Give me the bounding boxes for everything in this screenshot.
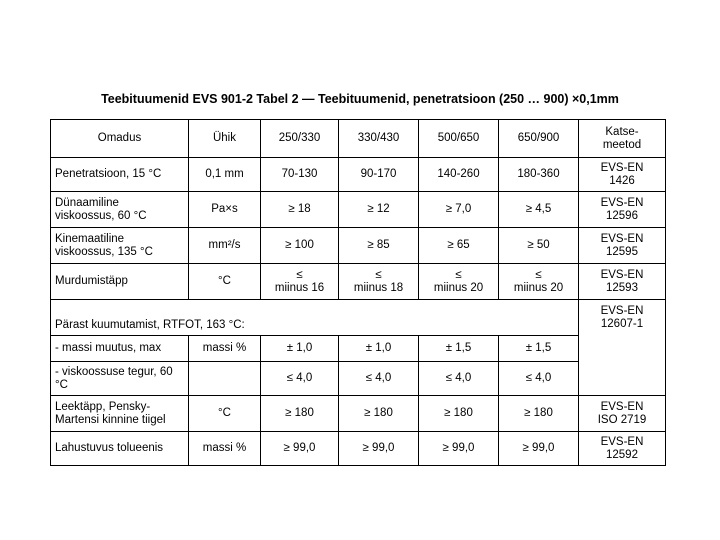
rtfot-section-row <box>51 300 666 336</box>
value-cell: ≥ 180 <box>339 396 419 432</box>
unit-cell: massi % <box>189 432 261 466</box>
header-row <box>51 120 666 158</box>
value-cell: ≥ 65 <box>419 228 499 264</box>
unit-cell: 0,1 mm <box>189 158 261 192</box>
unit-cell: mm²/s <box>189 228 261 264</box>
unit-cell: °C <box>189 396 261 432</box>
method-cell: EVS-EN 12593 <box>579 264 666 300</box>
property-label: Lahustuvus tolueenis <box>51 432 189 466</box>
value-cell: ≥ 99,0 <box>339 432 419 466</box>
property-label: Kinemaatiline viskoossus, 135 °C <box>51 228 189 264</box>
property-label: - viskoossuse tegur, 60 °C <box>51 362 189 396</box>
value-cell: ≥ 12 <box>339 192 419 228</box>
value-cell: 180-360 <box>499 158 579 192</box>
table-row <box>51 228 666 264</box>
property-label: - massi muutus, max <box>51 336 189 362</box>
rtfot-section-label: Pärast kuumutamist, RTFOT, 163 °C: <box>51 300 579 336</box>
value-cell: ≥ 4,5 <box>499 192 579 228</box>
value-cell: ≤ miinus 20 <box>419 264 499 300</box>
value-cell: ≥ 50 <box>499 228 579 264</box>
header-grade-500-650: 500/650 <box>419 120 499 158</box>
table-row <box>51 432 666 466</box>
value-cell: ≥ 99,0 <box>499 432 579 466</box>
property-label: Penetratsioon, 15 °C <box>51 158 189 192</box>
value-cell: 90-170 <box>339 158 419 192</box>
value-cell: ≥ 85 <box>339 228 419 264</box>
table-row <box>51 158 666 192</box>
header-grade-250-330: 250/330 <box>261 120 339 158</box>
table-title: Teebituumenid EVS 901-2 Tabel 2 — Teebituumenid, penetratsioon (250 … 900) ×0,1mm <box>101 92 619 106</box>
method-cell: EVS-EN 12595 <box>579 228 666 264</box>
value-cell: ≤ 4,0 <box>499 362 579 396</box>
value-cell: 140-260 <box>419 158 499 192</box>
unit-cell: °C <box>189 264 261 300</box>
table-row <box>51 264 666 300</box>
header-katsemeetod: Katse- meetod <box>579 120 666 158</box>
method-cell: EVS-EN 12592 <box>579 432 666 466</box>
value-cell: ≤ miinus 16 <box>261 264 339 300</box>
value-cell: ± 1,5 <box>499 336 579 362</box>
table-row <box>51 396 666 432</box>
header-grade-330-430: 330/430 <box>339 120 419 158</box>
value-cell: ≥ 180 <box>419 396 499 432</box>
value-cell: ≥ 18 <box>261 192 339 228</box>
value-cell: ≤ miinus 20 <box>499 264 579 300</box>
unit-cell: Pa×s <box>189 192 261 228</box>
header-omadus: Omadus <box>51 120 189 158</box>
value-cell: ± 1,5 <box>419 336 499 362</box>
method-cell-empty <box>579 362 666 396</box>
table-row <box>51 336 666 362</box>
unit-cell: massi % <box>189 336 261 362</box>
value-cell: ± 1,0 <box>339 336 419 362</box>
value-cell: ≥ 180 <box>499 396 579 432</box>
value-cell: ≥ 99,0 <box>419 432 499 466</box>
method-cell-empty <box>579 336 666 362</box>
value-cell: ≤ 4,0 <box>261 362 339 396</box>
value-cell: ≥ 99,0 <box>261 432 339 466</box>
value-cell: ≥ 7,0 <box>419 192 499 228</box>
table-row <box>51 192 666 228</box>
property-label: Murdumistäpp <box>51 264 189 300</box>
method-cell: EVS-EN ISO 2719 <box>579 396 666 432</box>
method-cell: EVS-EN 1426 <box>579 158 666 192</box>
method-cell: EVS-EN 12596 <box>579 192 666 228</box>
header-grade-650-900: 650/900 <box>499 120 579 158</box>
value-cell: ≤ miinus 18 <box>339 264 419 300</box>
value-cell: ± 1,0 <box>261 336 339 362</box>
property-label: Dünaamiline viskoossus, 60 °C <box>51 192 189 228</box>
unit-cell <box>189 362 261 396</box>
property-label: Leektäpp, Pensky- Martensi kinnine tiigel <box>51 396 189 432</box>
method-cell: EVS-EN 12607-1 <box>579 300 666 336</box>
value-cell: ≥ 180 <box>261 396 339 432</box>
header-uhik: Ühik <box>189 120 261 158</box>
value-cell: 70-130 <box>261 158 339 192</box>
value-cell: ≤ 4,0 <box>339 362 419 396</box>
table-row <box>51 362 666 396</box>
bitumen-spec-table <box>50 119 666 466</box>
value-cell: ≥ 100 <box>261 228 339 264</box>
value-cell: ≤ 4,0 <box>419 362 499 396</box>
